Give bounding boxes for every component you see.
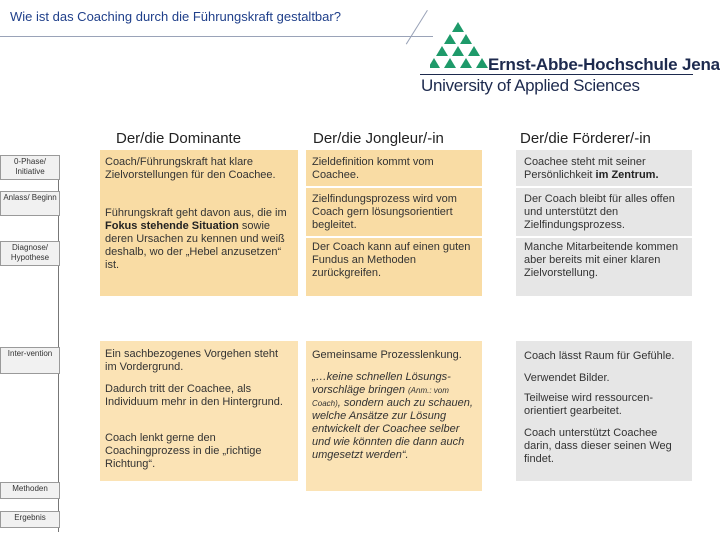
logo-name: Ernst-Abbe-Hochschule Jena	[488, 55, 720, 74]
foerderer-cell: Coachee steht mit seiner Persönlichkeit im Zentrum.	[524, 156, 659, 181]
logo-subtitle: University of Applied Sciences	[421, 76, 640, 95]
foerderer-cell: Manche Mitarbeitende kommen aber bereits mit einer klaren Zielvorstellung.	[524, 241, 679, 279]
dominante-cell: Coach lenkt gerne den Coachingprozess in die „richtige Richtung“.	[105, 432, 262, 470]
dominante-cell: Ein sachbezogenes Vorgehen steht im Vordergrund.	[105, 348, 279, 373]
foerderer-cell: Coach unterstützt Coachee darin, dass dieser seinen Weg findet.	[524, 427, 672, 465]
jongleur-quote: „…keine schnellen Lösungs-vorschläge bringen (Anm.: vom Coach), sondern auch zu schauen, welche Ansätze zur Lösung entwickelt der Coachee selber und wie könnten die dann auch umgesetzt werden“.	[312, 371, 473, 461]
logo-rule	[420, 74, 693, 75]
jongleur-cell: Zielfindungsprozess wird vom Coach gern lösungsorientiert begleitet.	[312, 193, 457, 231]
phase-label: Ergebnis	[0, 511, 60, 528]
dominante-cell: Coach/Führungskraft hat klare Zielvorstellungen für den Coachee.	[105, 156, 276, 181]
column-heading-dominante: Der/die Dominante	[116, 130, 242, 147]
column-heading-jongleur: Der/die Jongleur/-in	[313, 130, 444, 147]
phase-label: Methoden	[0, 482, 60, 499]
foerderer-cell: Coach lässt Raum für Gefühle.	[524, 350, 675, 362]
foerderer-cell: Teilweise wird ressourcen-orientiert gearbeitet.	[524, 392, 653, 417]
title-divider	[0, 36, 433, 37]
dominante-cell: Führungskraft geht davon aus, die im Fokus stehende Situation sowie deren Ursachen zu kennen und weiß deshalb, wo der „Hebel anzusetzen“ ist.	[105, 207, 287, 271]
jongleur-cell: Gemeinsame Prozesslenkung.	[312, 349, 462, 361]
phase-label: Anlass/ Beginn	[0, 191, 60, 216]
foerderer-cell: Verwendet Bilder.	[524, 372, 610, 384]
phase-label: Inter-vention	[0, 347, 60, 374]
column-heading-foerderer: Der/die Förderer/-in	[520, 130, 651, 147]
university-logo-icon	[430, 20, 490, 72]
title-divider-slant	[406, 10, 428, 44]
dominante-cell: Dadurch tritt der Coachee, als Individuum mehr in den Hintergrund.	[105, 383, 283, 408]
phase-label: Diagnose/ Hypothese	[0, 241, 60, 266]
page-title: Wie ist das Coaching durch die Führungskraft gestaltbar?	[10, 9, 341, 24]
jongleur-cell: Zieldefinition kommt vom Coachee.	[312, 156, 434, 181]
foerderer-cell: Der Coach bleibt für alles offen und unterstützt den Zielfindungsprozess.	[524, 193, 675, 231]
phase-label: 0-Phase/ Initiative	[0, 155, 60, 180]
jongleur-cell: Der Coach kann auf einen guten Fundus an Methoden zurückgreifen.	[312, 241, 471, 279]
